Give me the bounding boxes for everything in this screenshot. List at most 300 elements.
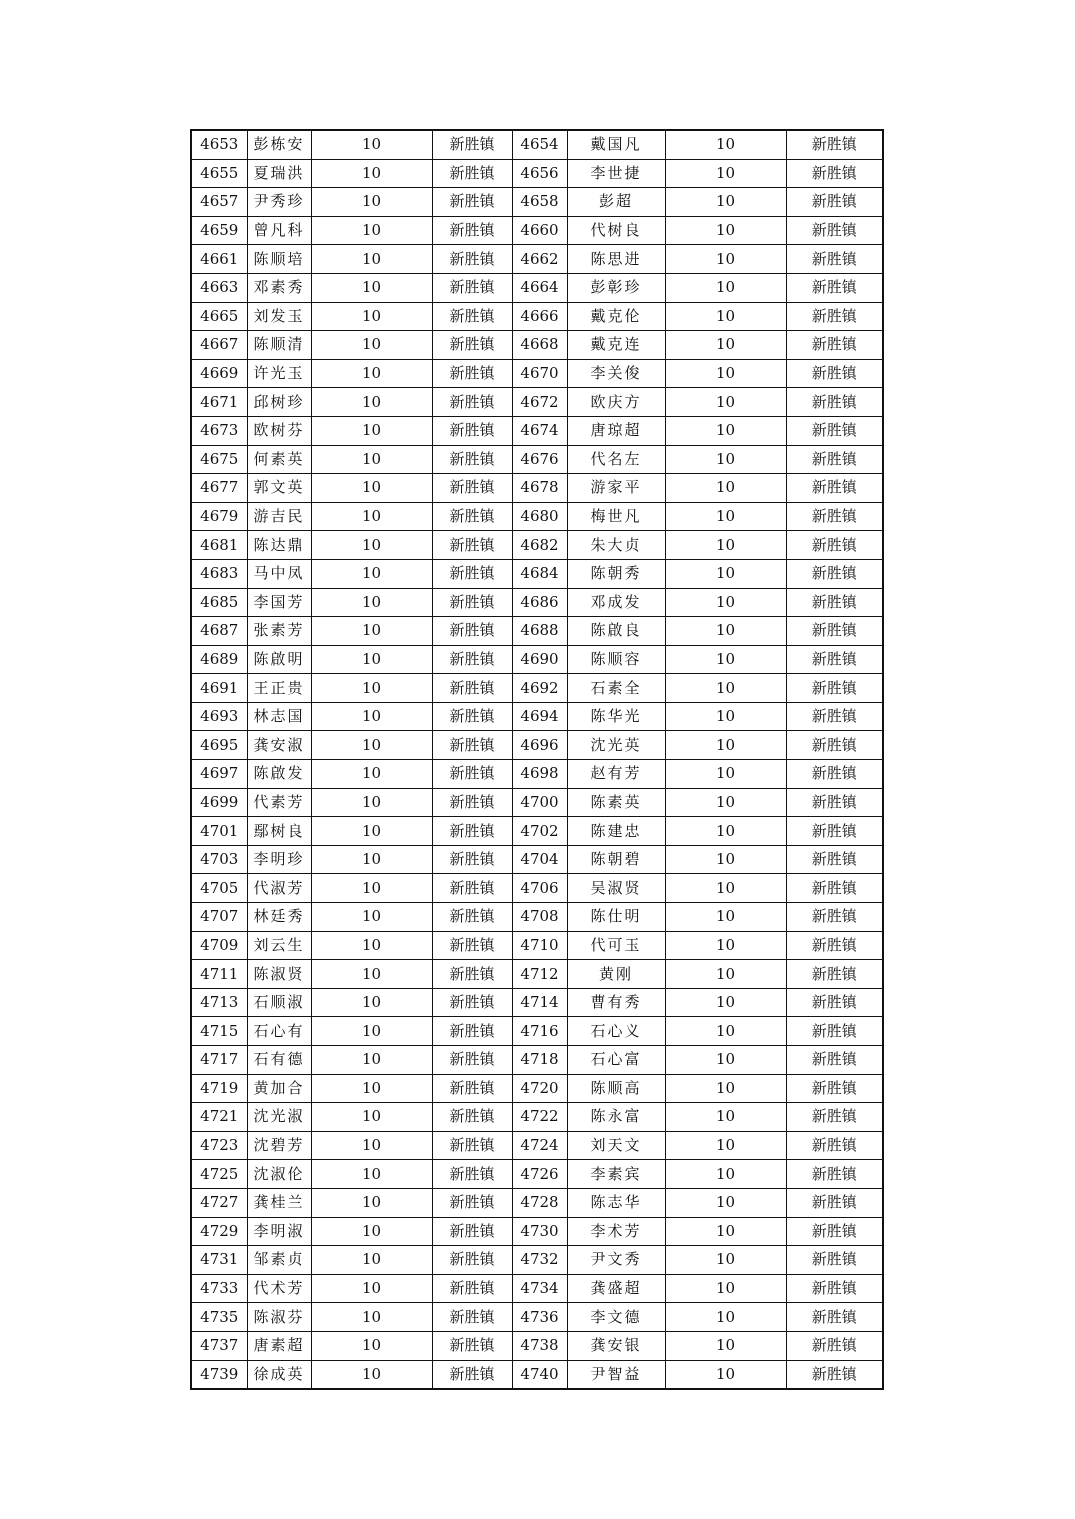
id-cell: 4685 [191,588,247,617]
amount-cell: 10 [665,1160,786,1189]
id-cell: 4694 [512,702,567,731]
amount-cell: 10 [665,245,786,274]
amount-cell: 10 [665,1331,786,1360]
name-cell: 何素英 [247,445,311,474]
name-cell: 石有德 [247,1046,311,1075]
town-cell: 新胜镇 [432,416,512,445]
amount-cell: 10 [665,474,786,503]
id-cell: 4733 [191,1274,247,1303]
id-cell: 4722 [512,1103,567,1132]
town-cell: 新胜镇 [432,1131,512,1160]
amount-cell: 10 [665,445,786,474]
id-cell: 4718 [512,1046,567,1075]
name-cell: 梅世凡 [567,502,665,531]
amount-cell: 10 [665,1188,786,1217]
id-cell: 4671 [191,388,247,417]
name-cell: 黄刚 [567,960,665,989]
table-row [191,817,883,846]
town-cell: 新胜镇 [786,559,883,588]
amount-cell: 10 [311,1360,432,1389]
amount-cell: 10 [311,617,432,646]
town-cell: 新胜镇 [432,273,512,302]
town-cell: 新胜镇 [432,1246,512,1275]
town-cell: 新胜镇 [786,359,883,388]
id-cell: 4732 [512,1246,567,1275]
id-cell: 4692 [512,674,567,703]
amount-cell: 10 [311,359,432,388]
town-cell: 新胜镇 [786,416,883,445]
town-cell: 新胜镇 [786,702,883,731]
town-cell: 新胜镇 [432,1074,512,1103]
name-cell: 代术芳 [247,1274,311,1303]
town-cell: 新胜镇 [786,445,883,474]
id-cell: 4656 [512,159,567,188]
name-cell: 唐琼超 [567,416,665,445]
amount-cell: 10 [311,874,432,903]
table-row [191,502,883,531]
amount-cell: 10 [311,988,432,1017]
amount-cell: 10 [665,388,786,417]
town-cell: 新胜镇 [432,674,512,703]
table-row [191,874,883,903]
name-cell: 李术芳 [567,1217,665,1246]
id-cell: 4695 [191,731,247,760]
amount-cell: 10 [311,1246,432,1275]
id-cell: 4738 [512,1331,567,1360]
name-cell: 彭超 [567,188,665,217]
amount-cell: 10 [311,1217,432,1246]
amount-cell: 10 [311,445,432,474]
amount-cell: 10 [311,416,432,445]
id-cell: 4708 [512,903,567,932]
town-cell: 新胜镇 [432,1017,512,1046]
id-cell: 4676 [512,445,567,474]
amount-cell: 10 [311,474,432,503]
table-row [191,1160,883,1189]
id-cell: 4673 [191,416,247,445]
amount-cell: 10 [665,1360,786,1389]
id-cell: 4740 [512,1360,567,1389]
id-cell: 4731 [191,1246,247,1275]
amount-cell: 10 [311,817,432,846]
id-cell: 4660 [512,216,567,245]
id-cell: 4723 [191,1131,247,1160]
amount-cell: 10 [311,645,432,674]
town-cell: 新胜镇 [432,216,512,245]
town-cell: 新胜镇 [432,245,512,274]
id-cell: 4657 [191,188,247,217]
table-row [191,1074,883,1103]
table-row [191,1274,883,1303]
town-cell: 新胜镇 [786,788,883,817]
name-cell: 代淑芳 [247,874,311,903]
name-cell: 代名左 [567,445,665,474]
name-cell: 沈光淑 [247,1103,311,1132]
town-cell: 新胜镇 [786,1103,883,1132]
name-cell: 欧树芬 [247,416,311,445]
town-cell: 新胜镇 [786,1217,883,1246]
town-cell: 新胜镇 [432,188,512,217]
town-cell: 新胜镇 [432,1046,512,1075]
amount-cell: 10 [665,674,786,703]
table-row [191,1103,883,1132]
table-row [191,1017,883,1046]
amount-cell: 10 [665,159,786,188]
amount-cell: 10 [665,331,786,360]
name-cell: 邹素贞 [247,1246,311,1275]
town-cell: 新胜镇 [432,445,512,474]
name-cell: 郭文英 [247,474,311,503]
name-cell: 龚安淑 [247,731,311,760]
amount-cell: 10 [311,502,432,531]
amount-cell: 10 [665,817,786,846]
id-cell: 4666 [512,302,567,331]
amount-cell: 10 [665,216,786,245]
name-cell: 游家平 [567,474,665,503]
id-cell: 4707 [191,903,247,932]
amount-cell: 10 [311,531,432,560]
amount-cell: 10 [665,1303,786,1332]
town-cell: 新胜镇 [432,331,512,360]
id-cell: 4696 [512,731,567,760]
amount-cell: 10 [311,760,432,789]
name-cell: 沈光英 [567,731,665,760]
name-cell: 石心有 [247,1017,311,1046]
town-cell: 新胜镇 [432,359,512,388]
name-cell: 唐素超 [247,1331,311,1360]
table-row [191,331,883,360]
town-cell: 新胜镇 [786,588,883,617]
amount-cell: 10 [311,931,432,960]
id-cell: 4653 [191,130,247,159]
id-cell: 4665 [191,302,247,331]
amount-cell: 10 [665,1131,786,1160]
table-row [191,531,883,560]
town-cell: 新胜镇 [786,1274,883,1303]
name-cell: 曹有秀 [567,988,665,1017]
id-cell: 4697 [191,760,247,789]
town-cell: 新胜镇 [786,474,883,503]
amount-cell: 10 [311,788,432,817]
town-cell: 新胜镇 [432,845,512,874]
id-cell: 4662 [512,245,567,274]
name-cell: 龚盛超 [567,1274,665,1303]
amount-cell: 10 [665,931,786,960]
town-cell: 新胜镇 [786,845,883,874]
table-row [191,216,883,245]
town-cell: 新胜镇 [786,388,883,417]
name-cell: 陈朝秀 [567,559,665,588]
name-cell: 李世捷 [567,159,665,188]
town-cell: 新胜镇 [786,1360,883,1389]
amount-cell: 10 [665,988,786,1017]
town-cell: 新胜镇 [786,331,883,360]
town-cell: 新胜镇 [432,702,512,731]
amount-cell: 10 [665,702,786,731]
table-row [191,645,883,674]
id-cell: 4699 [191,788,247,817]
amount-cell: 10 [665,731,786,760]
town-cell: 新胜镇 [786,245,883,274]
id-cell: 4691 [191,674,247,703]
name-cell: 邱树珍 [247,388,311,417]
amount-cell: 10 [311,331,432,360]
id-cell: 4693 [191,702,247,731]
id-cell: 4714 [512,988,567,1017]
name-cell: 陈啟良 [567,617,665,646]
name-cell: 欧庆方 [567,388,665,417]
name-cell: 张素芳 [247,617,311,646]
id-cell: 4661 [191,245,247,274]
name-cell: 林志国 [247,702,311,731]
amount-cell: 10 [311,702,432,731]
town-cell: 新胜镇 [432,502,512,531]
amount-cell: 10 [311,1274,432,1303]
amount-cell: 10 [311,960,432,989]
table-row [191,559,883,588]
town-cell: 新胜镇 [786,502,883,531]
id-cell: 4683 [191,559,247,588]
town-cell: 新胜镇 [786,1017,883,1046]
town-cell: 新胜镇 [786,874,883,903]
town-cell: 新胜镇 [432,1331,512,1360]
town-cell: 新胜镇 [432,960,512,989]
name-cell: 戴国凡 [567,130,665,159]
town-cell: 新胜镇 [432,731,512,760]
name-cell: 夏瑞洪 [247,159,311,188]
town-cell: 新胜镇 [786,731,883,760]
town-cell: 新胜镇 [786,1331,883,1360]
amount-cell: 10 [311,216,432,245]
name-cell: 陈顺清 [247,331,311,360]
name-cell: 沈碧芳 [247,1131,311,1160]
town-cell: 新胜镇 [432,931,512,960]
name-cell: 林廷秀 [247,903,311,932]
table-row [191,1046,883,1075]
town-cell: 新胜镇 [786,1131,883,1160]
amount-cell: 10 [311,1074,432,1103]
amount-cell: 10 [311,559,432,588]
id-cell: 4670 [512,359,567,388]
id-cell: 4715 [191,1017,247,1046]
name-cell: 彭彰珍 [567,273,665,302]
town-cell: 新胜镇 [432,874,512,903]
town-cell: 新胜镇 [432,617,512,646]
town-cell: 新胜镇 [786,302,883,331]
name-cell: 赵有芳 [567,760,665,789]
amount-cell: 10 [311,903,432,932]
name-cell: 陈仕明 [567,903,665,932]
name-cell: 尹智益 [567,1360,665,1389]
id-cell: 4702 [512,817,567,846]
name-cell: 刘天文 [567,1131,665,1160]
name-cell: 龚安银 [567,1331,665,1360]
amount-cell: 10 [311,1017,432,1046]
name-cell: 代树良 [567,216,665,245]
id-cell: 4717 [191,1046,247,1075]
amount-cell: 10 [311,1046,432,1075]
amount-cell: 10 [665,588,786,617]
name-cell: 石心义 [567,1017,665,1046]
town-cell: 新胜镇 [786,931,883,960]
name-cell: 尹秀珍 [247,188,311,217]
name-cell: 朱大贞 [567,531,665,560]
id-cell: 4686 [512,588,567,617]
town-cell: 新胜镇 [786,188,883,217]
name-cell: 李明珍 [247,845,311,874]
name-cell: 李文德 [567,1303,665,1332]
town-cell: 新胜镇 [432,817,512,846]
name-cell: 黄加合 [247,1074,311,1103]
amount-cell: 10 [665,302,786,331]
name-cell: 戴克连 [567,331,665,360]
town-cell: 新胜镇 [786,903,883,932]
amount-cell: 10 [665,874,786,903]
table-row [191,302,883,331]
town-cell: 新胜镇 [432,1103,512,1132]
name-cell: 李国芳 [247,588,311,617]
table-row [191,416,883,445]
amount-cell: 10 [665,559,786,588]
id-cell: 4716 [512,1017,567,1046]
id-cell: 4730 [512,1217,567,1246]
town-cell: 新胜镇 [432,1188,512,1217]
town-cell: 新胜镇 [786,273,883,302]
amount-cell: 10 [665,960,786,989]
amount-cell: 10 [665,1017,786,1046]
table-row [191,960,883,989]
id-cell: 4720 [512,1074,567,1103]
id-cell: 4705 [191,874,247,903]
name-cell: 陈素英 [567,788,665,817]
town-cell: 新胜镇 [786,1160,883,1189]
id-cell: 4689 [191,645,247,674]
table-row [191,903,883,932]
name-cell: 尹文秀 [567,1246,665,1275]
name-cell: 游吉民 [247,502,311,531]
name-cell: 彭栋安 [247,130,311,159]
id-cell: 4674 [512,416,567,445]
amount-cell: 10 [311,159,432,188]
id-cell: 4669 [191,359,247,388]
town-cell: 新胜镇 [786,817,883,846]
name-cell: 陈顺培 [247,245,311,274]
amount-cell: 10 [665,788,786,817]
town-cell: 新胜镇 [786,1303,883,1332]
town-cell: 新胜镇 [786,130,883,159]
town-cell: 新胜镇 [432,1160,512,1189]
id-cell: 4682 [512,531,567,560]
name-cell: 陈淑贤 [247,960,311,989]
amount-cell: 10 [311,188,432,217]
town-cell: 新胜镇 [432,988,512,1017]
id-cell: 4698 [512,760,567,789]
id-cell: 4737 [191,1331,247,1360]
town-cell: 新胜镇 [432,159,512,188]
name-cell: 邓成发 [567,588,665,617]
name-cell: 石素全 [567,674,665,703]
id-cell: 4684 [512,559,567,588]
table-row [191,617,883,646]
name-cell: 陈华光 [567,702,665,731]
id-cell: 4663 [191,273,247,302]
id-cell: 4739 [191,1360,247,1389]
document-page [190,129,882,1390]
table-row [191,445,883,474]
id-cell: 4655 [191,159,247,188]
id-cell: 4654 [512,130,567,159]
amount-cell: 10 [665,845,786,874]
name-cell: 石心富 [567,1046,665,1075]
name-cell: 刘发玉 [247,302,311,331]
table-row [191,931,883,960]
name-cell: 石顺淑 [247,988,311,1017]
id-cell: 4713 [191,988,247,1017]
table-row [191,130,883,159]
id-cell: 4678 [512,474,567,503]
id-cell: 4690 [512,645,567,674]
amount-cell: 10 [665,1103,786,1132]
id-cell: 4704 [512,845,567,874]
town-cell: 新胜镇 [432,1274,512,1303]
table-body [191,130,883,1389]
amount-cell: 10 [311,273,432,302]
name-cell: 李关俊 [567,359,665,388]
id-cell: 4728 [512,1188,567,1217]
amount-cell: 10 [311,588,432,617]
table-row [191,273,883,302]
id-cell: 4703 [191,845,247,874]
table-row [191,731,883,760]
town-cell: 新胜镇 [432,588,512,617]
amount-cell: 10 [311,1303,432,1332]
town-cell: 新胜镇 [432,302,512,331]
name-cell: 李素宾 [567,1160,665,1189]
amount-cell: 10 [311,1188,432,1217]
table-row [191,1188,883,1217]
table-row [191,1217,883,1246]
name-cell: 陈淑芬 [247,1303,311,1332]
name-cell: 邓素秀 [247,273,311,302]
town-cell: 新胜镇 [786,1246,883,1275]
name-cell: 沈淑伦 [247,1160,311,1189]
id-cell: 4735 [191,1303,247,1332]
table-row [191,788,883,817]
table-row [191,1303,883,1332]
town-cell: 新胜镇 [432,1303,512,1332]
amount-cell: 10 [665,1217,786,1246]
town-cell: 新胜镇 [432,531,512,560]
amount-cell: 10 [311,1331,432,1360]
id-cell: 4724 [512,1131,567,1160]
name-cell: 代可玉 [567,931,665,960]
amount-cell: 10 [311,845,432,874]
table-row [191,388,883,417]
amount-cell: 10 [665,130,786,159]
name-cell: 李明淑 [247,1217,311,1246]
name-cell: 龚桂兰 [247,1188,311,1217]
town-cell: 新胜镇 [432,130,512,159]
id-cell: 4719 [191,1074,247,1103]
table-row [191,474,883,503]
id-cell: 4701 [191,817,247,846]
town-cell: 新胜镇 [786,159,883,188]
town-cell: 新胜镇 [786,1188,883,1217]
id-cell: 4668 [512,331,567,360]
table-row [191,760,883,789]
amount-cell: 10 [665,416,786,445]
id-cell: 4709 [191,931,247,960]
